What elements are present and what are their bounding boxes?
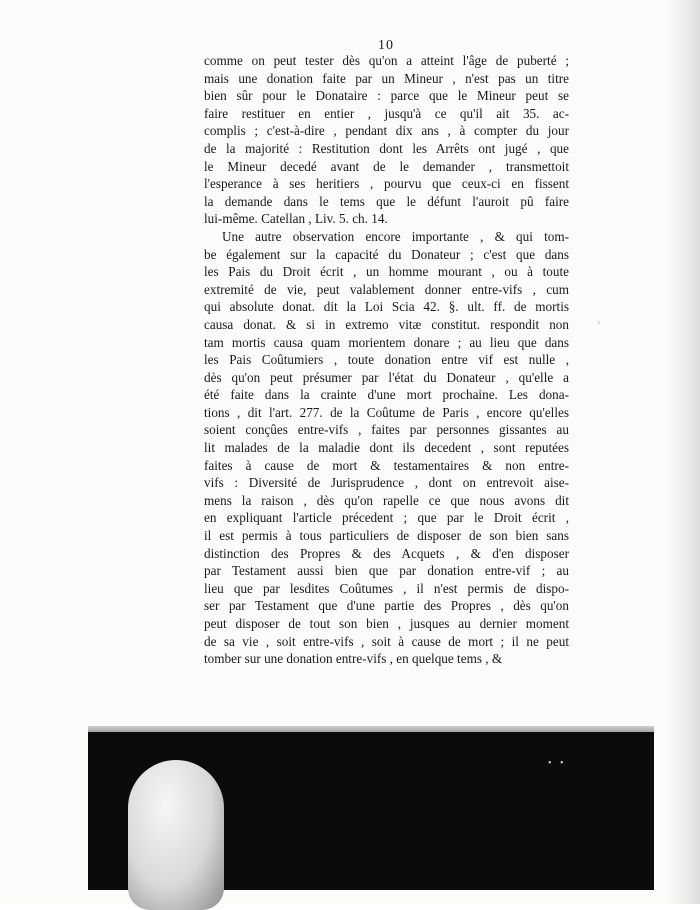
text-line: mais une donation faite par un Mineur , n'est pas un titre — [204, 70, 569, 86]
text-line: ser par Testament que d'une partie des Propres , dès qu'on — [204, 598, 569, 614]
text-line: les Pais Coûtumiers , toute donation entre vif est nulle , — [204, 352, 569, 368]
page-shadow — [666, 0, 700, 904]
margin-mark: › — [597, 316, 601, 328]
text-line: tam mortis causa quam morientem donare ; au lieu que dans — [204, 334, 569, 350]
text-line: complis ; c'est-à-dire , pendant dix ans , à compter du jour — [204, 123, 569, 139]
text-line: dès qu'on peut présumer par l'état du Donateur , qu'elle a — [204, 369, 569, 385]
text-line: tions , dit l'art. 277. de la Coûtume de Paris , encore qu'elles — [204, 404, 569, 420]
text-line: causa donat. & si in extremo vitæ constitut. respondit non — [204, 316, 569, 332]
text-line: les Pais du Droit écrit , un homme mourant , ou à toute — [204, 264, 569, 280]
binding-marks: • • — [548, 758, 567, 769]
text-line: be également sur la capacité du Donateur ; c'est que dans — [204, 246, 569, 262]
text-line: le Mineur decedé avant de le demander , transmettoit — [204, 158, 569, 174]
text-line: faire restituer en entier , jusqu'à ce qu'il ait 35. ac- — [204, 105, 569, 121]
text-line: lit malades de la maladie dont ils decedent , sont reputées — [204, 440, 569, 456]
text-line: l'esperance à ses heritiers , pourvu que ceux-ci en fissent — [204, 176, 569, 192]
text-line: mens la raison , dès qu'on rapelle ce que nous avons dit — [204, 492, 569, 508]
text-line: comme on peut tester dès qu'on a atteint l'âge de puberté ; — [204, 53, 569, 68]
text-line: faites à cause de mort & testamentaires & non entre- — [204, 457, 569, 473]
text-line: soient conçûes entre-vifs , faites par personnes gissantes au — [204, 422, 569, 438]
text-line: peut disposer de tout son bien , jusques au dernier moment — [204, 616, 569, 631]
text-line: lieu que par lesdites Coûtumes , il n'est permis de dispo- — [204, 580, 569, 596]
text-line: il est permis à tous particuliers de disposer de son bien sans — [204, 528, 569, 544]
text-line: bien sûr pour le Donataire : parce que le Mineur peut se — [204, 88, 569, 104]
text-line: Une autre observation encore importante , & qui tom- — [222, 228, 569, 244]
text-line: de sa vie , soit entre-vifs , soit à cause de mort ; il ne peut — [204, 633, 569, 649]
text-line: distinction des Propres & des Acquets , & d'en disposer — [204, 545, 569, 561]
text-line: tomber sur une donation entre-vifs , en quelque tems , & — [204, 651, 503, 667]
finger-holding-page — [128, 760, 224, 910]
text-line: extremité de vie, peut valablement donner entre-vifs , cum — [204, 281, 569, 297]
page-number: 10 — [378, 38, 394, 53]
text-line: été faite dans la crainte d'une mort prochaine. Les dona- — [204, 387, 569, 403]
text-line: de la majorité : Restitution dont les Arrêts ont jugé , que — [204, 140, 569, 156]
text-line: lui-même. Catellan , Liv. 5. ch. 14. — [204, 211, 388, 227]
text-line: qui absolute donat. dit la Loi Scia 42. §. ult. ff. de mortis — [204, 299, 569, 315]
text-line: par Testament aussi bien que par donation entre-vif ; au — [204, 563, 569, 579]
text-line: la demande dans le tems que le défunt l'auroit pû faire — [204, 193, 569, 209]
body-text — [204, 52, 569, 668]
text-line: vifs : Diversité de Jurisprudence , dont on entrevoit aise- — [204, 475, 569, 491]
text-line: en expliquant l'article précedent ; que par le Droit écrit , — [204, 510, 569, 526]
